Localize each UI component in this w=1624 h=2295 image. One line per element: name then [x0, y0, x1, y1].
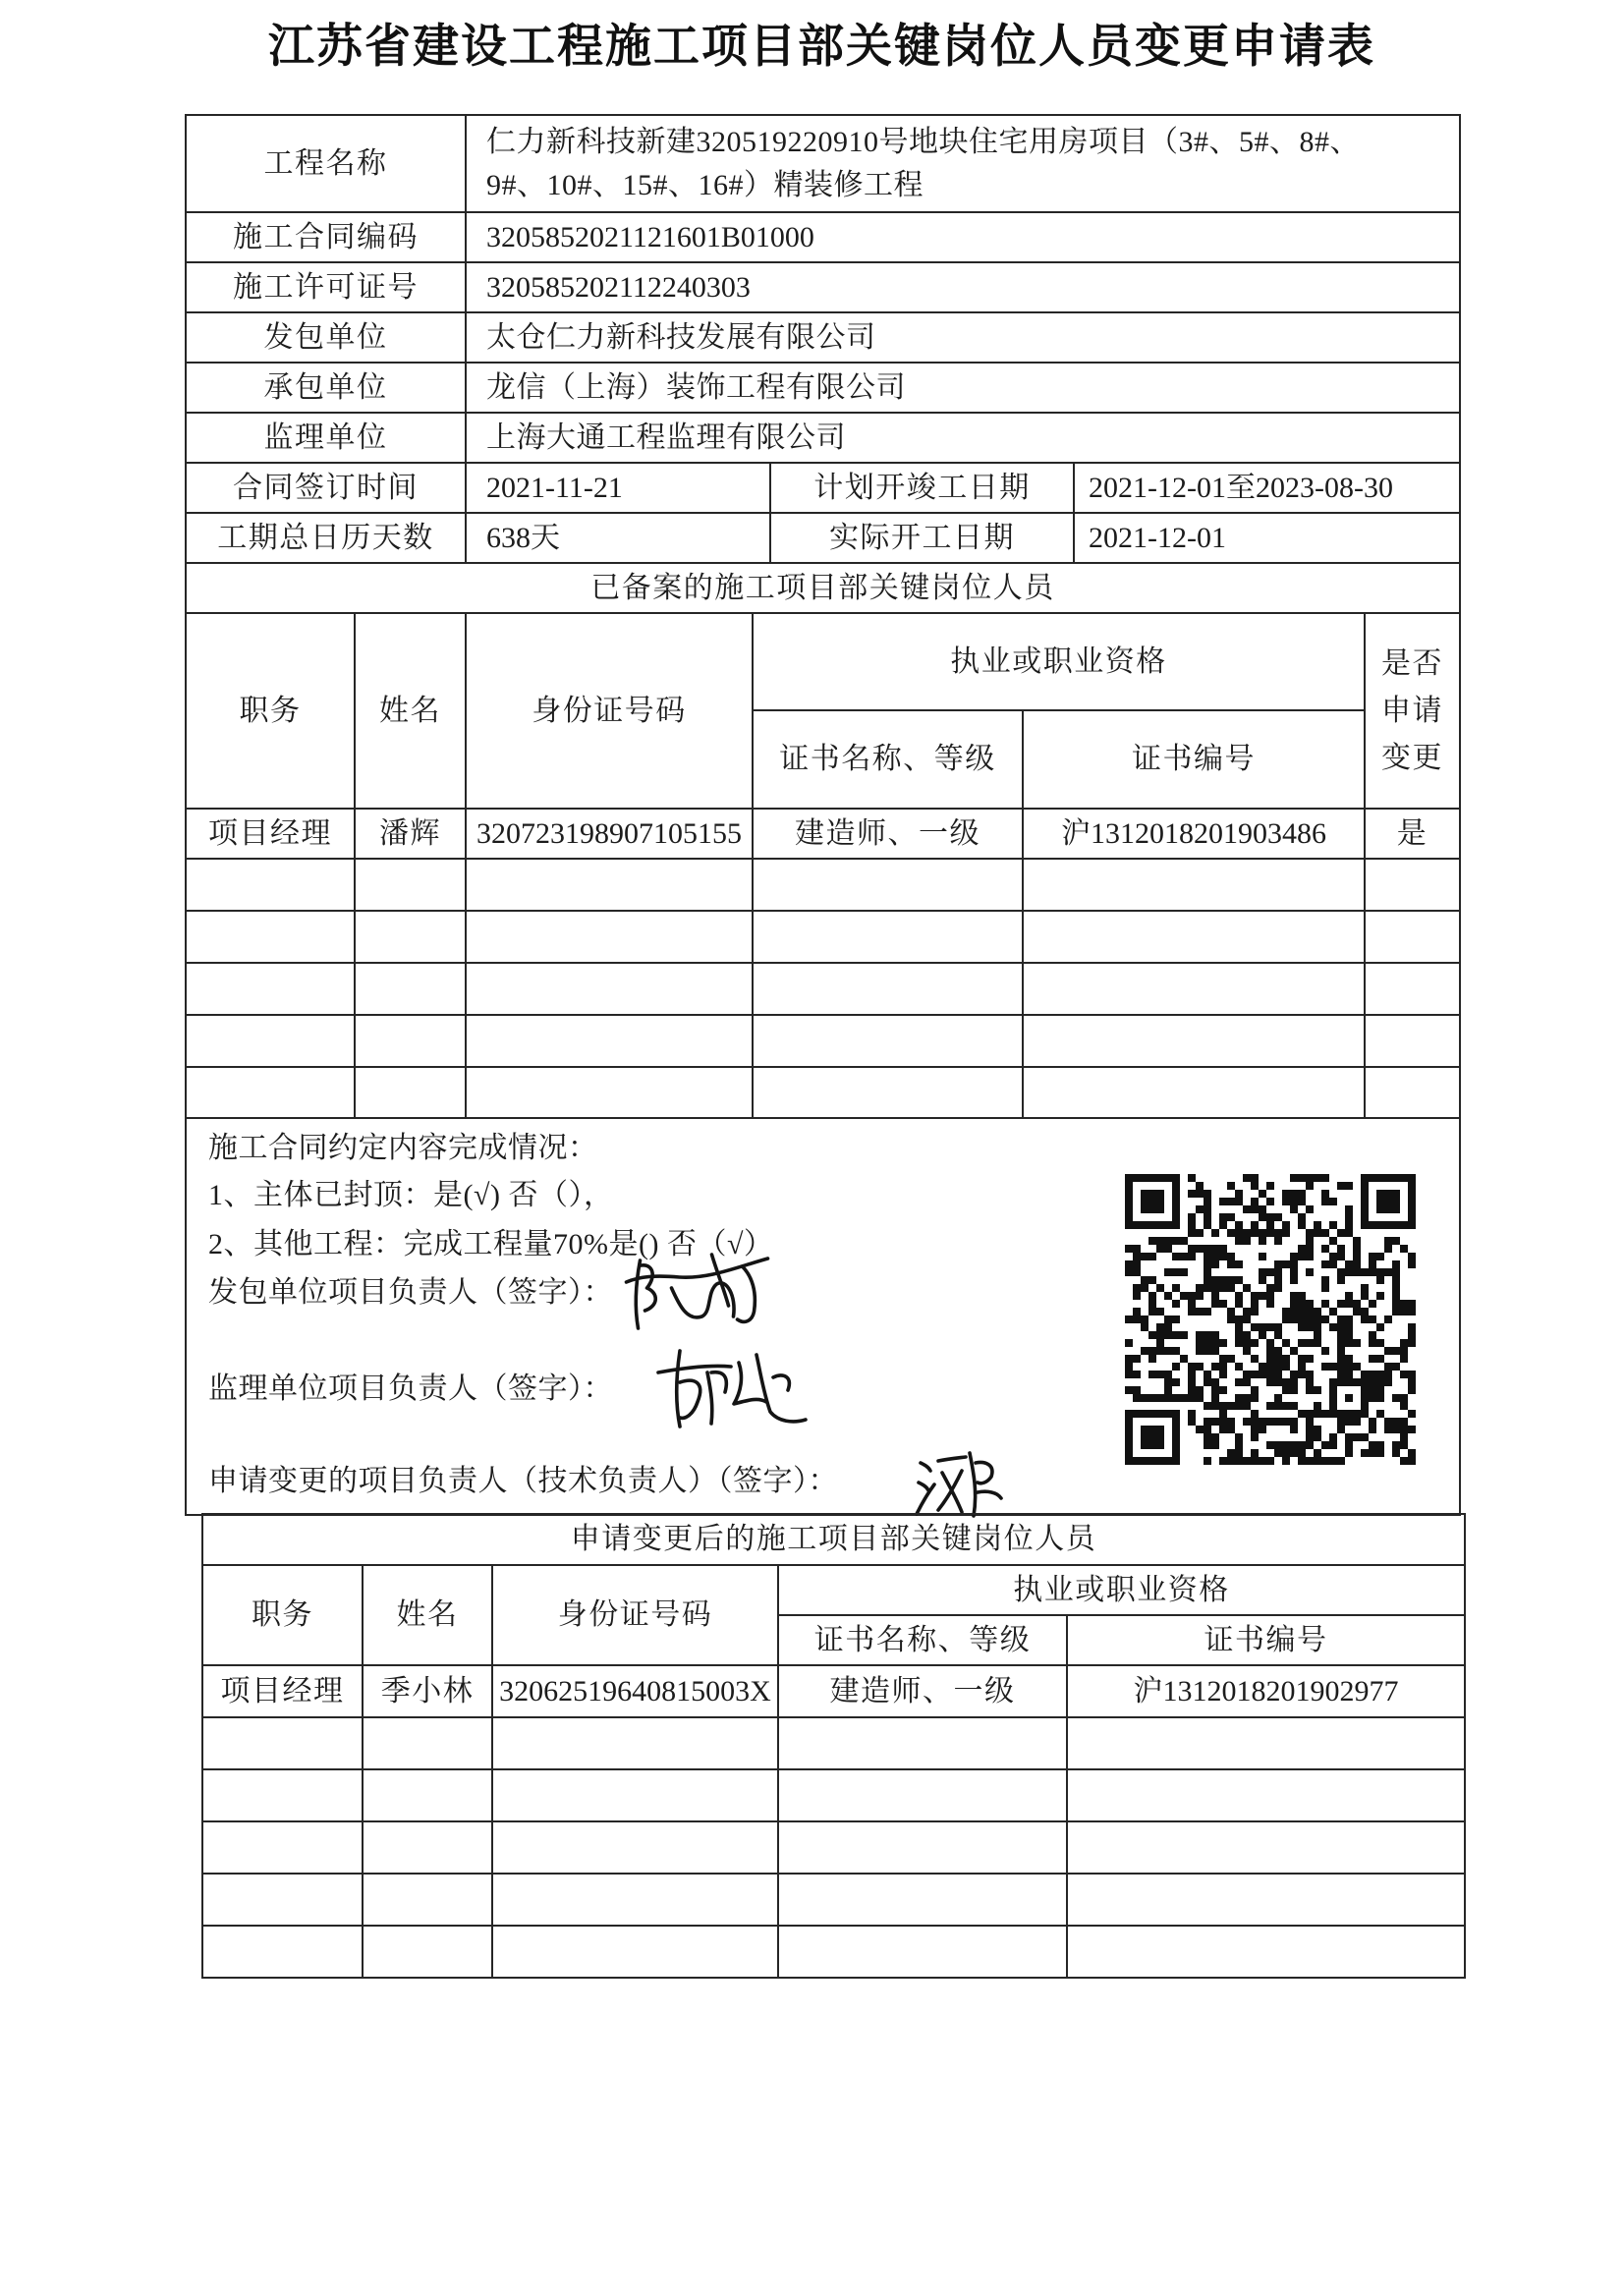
empty-cell [1067, 1874, 1465, 1926]
header-id-number: 身份证号码 [466, 613, 753, 809]
cell-cert-number: 沪1312018201902977 [1067, 1665, 1465, 1717]
row-dates [186, 463, 1460, 513]
row-supervisor [186, 413, 1460, 463]
header-position: 职务 [202, 1565, 363, 1665]
header-position: 职务 [186, 613, 355, 809]
changed-section-title: 申请变更后的施工项目部关键岗位人员 [202, 1514, 1465, 1565]
contractor-label: 承包单位 [186, 363, 466, 413]
empty-cell [1023, 859, 1365, 911]
actual-start-value: 2021-12-01 [1074, 513, 1460, 563]
cell-id-number: 320723198907105155 [466, 809, 753, 859]
completion-section [186, 1118, 1460, 1515]
empty-cell [363, 1717, 492, 1769]
empty-cell [363, 1821, 492, 1874]
empty-cell [753, 859, 1023, 911]
employer-value: 太仓仁力新科技发展有限公司 [466, 312, 1460, 363]
header-qualification: 执业或职业资格 [753, 613, 1365, 710]
header-qualification: 执业或职业资格 [778, 1565, 1465, 1615]
project-name-value: 仁力新科技新建320519220910号地块住宅用房项目（3#、5#、8#、9#、10#、15#、16#）精装修工程 [466, 115, 1460, 212]
total-days-value: 638天 [466, 513, 770, 563]
empty-cell [778, 1717, 1067, 1769]
header-name: 姓名 [363, 1565, 492, 1665]
empty-cell [1067, 1769, 1465, 1821]
cell-cert-name: 建造师、一级 [778, 1665, 1067, 1717]
cell-name: 潘辉 [355, 809, 466, 859]
completion-section-row [186, 1118, 1460, 1515]
empty-cell [1023, 1015, 1365, 1067]
total-days-label: 工期总日历天数 [186, 513, 466, 563]
empty-cell [1067, 1717, 1465, 1769]
empty-cell [466, 1015, 753, 1067]
changed-section-header [202, 1514, 1465, 1565]
empty-cell [1365, 1067, 1460, 1118]
empty-cell [1023, 1067, 1365, 1118]
empty-cell [186, 963, 355, 1015]
empty-cell [753, 963, 1023, 1015]
actual-start-label: 实际开工日期 [770, 513, 1074, 563]
employer-sign-label: 发包单位项目负责人（签字）： [208, 1276, 613, 1309]
empty-cell [363, 1874, 492, 1926]
empty-cell [186, 911, 355, 963]
empty-cell [1067, 1821, 1465, 1874]
registered-header-row-1 [186, 613, 1460, 710]
empty-cell [753, 1067, 1023, 1118]
cell-position: 项目经理 [186, 809, 355, 859]
empty-row [202, 1926, 1465, 1978]
completion-content [187, 1119, 1459, 1512]
empty-row [202, 1769, 1465, 1821]
permit-no-value: 320585202112240303 [466, 262, 1460, 312]
empty-cell [492, 1821, 778, 1874]
empty-cell [492, 1874, 778, 1926]
empty-cell [186, 1015, 355, 1067]
supervisor-value: 上海大通工程监理有限公司 [466, 413, 1460, 463]
header-cert-name: 证书名称、等级 [753, 710, 1023, 809]
empty-row [202, 1821, 1465, 1874]
cell-change-request: 是 [1365, 809, 1460, 859]
empty-cell [492, 1717, 778, 1769]
empty-cell [1365, 859, 1460, 911]
project-name-label: 工程名称 [186, 115, 466, 212]
empty-cell [1023, 911, 1365, 963]
supervisor-sign-label: 监理单位项目负责人（签字）： [208, 1372, 613, 1405]
empty-cell [466, 859, 753, 911]
completion-heading: 施工合同约定内容完成情况： [208, 1132, 598, 1164]
empty-cell [466, 1067, 753, 1118]
header-cert-number: 证书编号 [1023, 710, 1365, 809]
contract-date-value: 2021-11-21 [466, 463, 770, 513]
employer-label: 发包单位 [186, 312, 466, 363]
empty-cell [202, 1717, 363, 1769]
completion-item-1: 1、主体已封顶：是(√) 否（）， [208, 1179, 614, 1211]
row-duration [186, 513, 1460, 563]
completion-item-2: 2、其他工程：完成工程量70%是() 否（√） [208, 1228, 774, 1260]
cell-name: 季小林 [363, 1665, 492, 1717]
empty-cell [778, 1926, 1067, 1978]
table-row [202, 1665, 1465, 1717]
project-info-table [185, 114, 1461, 1516]
empty-cell [778, 1874, 1067, 1926]
row-project-name [186, 115, 1460, 212]
empty-cell [355, 963, 466, 1015]
empty-row [186, 1067, 1460, 1118]
empty-cell [1365, 963, 1460, 1015]
table-row [186, 809, 1460, 859]
employer-signature [618, 1237, 776, 1335]
empty-cell [202, 1874, 363, 1926]
permit-no-label: 施工许可证号 [186, 262, 466, 312]
empty-cell [753, 1015, 1023, 1067]
cell-position: 项目经理 [202, 1665, 363, 1717]
empty-cell [1067, 1926, 1465, 1978]
empty-cell [363, 1926, 492, 1978]
changed-header-row-1 [202, 1565, 1465, 1615]
applicant-signature [913, 1443, 1004, 1520]
header-cert-number: 证书编号 [1067, 1615, 1465, 1665]
registered-section-title: 已备案的施工项目部关键岗位人员 [186, 563, 1460, 613]
empty-row [202, 1717, 1465, 1769]
empty-cell [186, 859, 355, 911]
row-employer [186, 312, 1460, 363]
header-change-request: 是否申请变更 [1365, 613, 1460, 809]
empty-cell [466, 963, 753, 1015]
empty-cell [355, 859, 466, 911]
qr-code [1125, 1174, 1416, 1465]
empty-cell [492, 1926, 778, 1978]
cell-id-number: 32062519640815003X [492, 1665, 778, 1717]
planned-period-label: 计划开竣工日期 [770, 463, 1074, 513]
contractor-value: 龙信（上海）装饰工程有限公司 [466, 363, 1460, 413]
cell-cert-number: 沪1312018201903486 [1023, 809, 1365, 859]
empty-cell [778, 1769, 1067, 1821]
empty-row [186, 859, 1460, 911]
empty-cell [186, 1067, 355, 1118]
empty-cell [355, 911, 466, 963]
cell-cert-name: 建造师、一级 [753, 809, 1023, 859]
contract-no-label: 施工合同编码 [186, 212, 466, 262]
row-contract-no [186, 212, 1460, 262]
supervisor-label: 监理单位 [186, 413, 466, 463]
empty-cell [202, 1926, 363, 1978]
form-title: 江苏省建设工程施工项目部关键岗位人员变更申请表 [268, 22, 1375, 73]
supervisor-signature [650, 1343, 810, 1428]
empty-cell [363, 1769, 492, 1821]
empty-cell [1365, 911, 1460, 963]
empty-cell [778, 1821, 1067, 1874]
empty-row [186, 1015, 1460, 1067]
row-contractor [186, 363, 1460, 413]
contract-no-value: 3205852021121601B01000 [466, 212, 1460, 262]
applicant-sign-label: 申请变更的项目负责人（技术负责人）（签字）： [208, 1465, 838, 1497]
empty-cell [355, 1015, 466, 1067]
empty-cell [1365, 1015, 1460, 1067]
empty-cell [202, 1769, 363, 1821]
empty-row [186, 911, 1460, 963]
empty-cell [355, 1067, 466, 1118]
empty-row [186, 963, 1460, 1015]
planned-period-value: 2021-12-01至2023-08-30 [1074, 463, 1460, 513]
registered-section-header [186, 563, 1460, 613]
header-id-number: 身份证号码 [492, 1565, 778, 1665]
empty-cell [1023, 963, 1365, 1015]
empty-cell [492, 1769, 778, 1821]
row-permit-no [186, 262, 1460, 312]
empty-cell [753, 911, 1023, 963]
contract-date-label: 合同签订时间 [186, 463, 466, 513]
header-name: 姓名 [355, 613, 466, 809]
empty-cell [202, 1821, 363, 1874]
header-cert-name: 证书名称、等级 [778, 1615, 1067, 1665]
empty-cell [466, 911, 753, 963]
empty-row [202, 1874, 1465, 1926]
changed-personnel-table [201, 1513, 1466, 1979]
